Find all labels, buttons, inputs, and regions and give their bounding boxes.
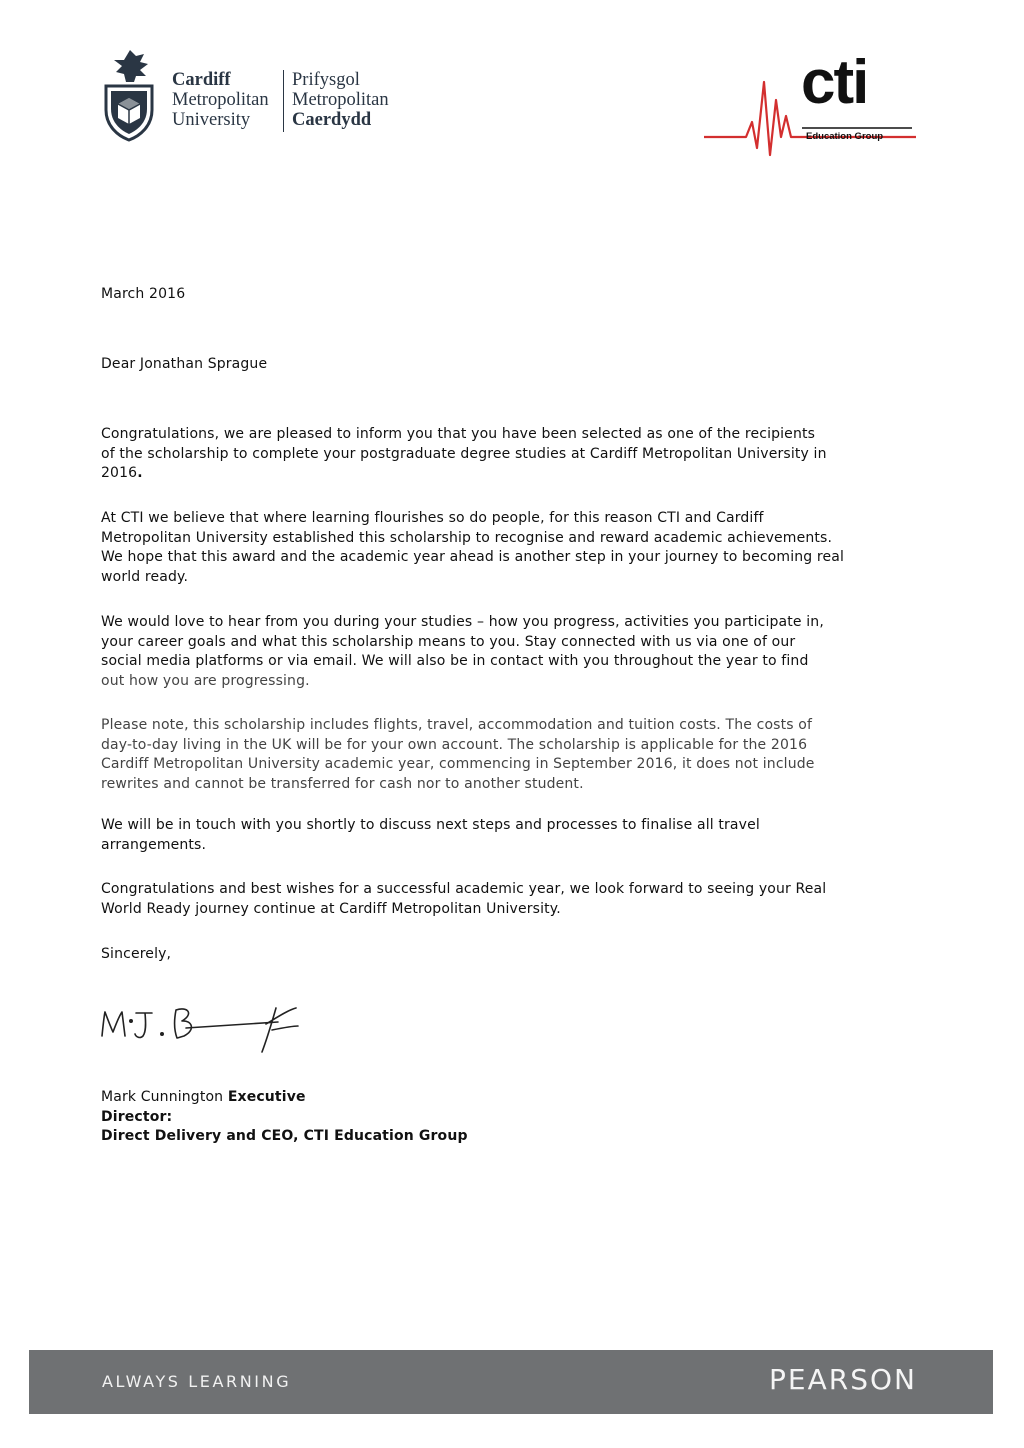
cti-wordmark: cti bbox=[801, 48, 868, 117]
paragraph-about-cti bbox=[101, 509, 921, 587]
cti-subtitle: Education Group bbox=[806, 131, 884, 142]
signatory-block bbox=[101, 1088, 921, 1147]
text-line: social media platforms or via email. We will also be in contact with you throughout the year to find bbox=[101, 653, 809, 669]
signatory-name: Mark Cunnington bbox=[101, 1089, 224, 1105]
text-line: Metropolitan University established this scholarship to recognise and reward academic achievements. bbox=[101, 529, 833, 546]
signatory-title: Director: bbox=[101, 1108, 173, 1125]
text-line: We would love to hear from you during your studies – how you progress, activities you participate in, bbox=[101, 614, 824, 630]
cardiff-met-logo bbox=[100, 48, 410, 144]
text-line: We will be in touch with you shortly to discuss next steps and processes to finalise all travel bbox=[101, 817, 760, 833]
text-line: rewrites and cannot be transferred for cash nor to another student. bbox=[101, 775, 584, 792]
text-line: Congratulations and best wishes for a successful academic year, we look forward to seeing your Real bbox=[101, 881, 827, 897]
logo-line: Caerdydd bbox=[292, 110, 372, 130]
cti-logo bbox=[702, 48, 918, 160]
logo-line: Metropolitan bbox=[292, 90, 389, 110]
logo-line: University bbox=[172, 110, 251, 130]
signatory-line bbox=[101, 1088, 921, 1108]
text-line: We hope that this award and the academic year ahead is another step in your journey to becoming real bbox=[101, 549, 845, 565]
cardiff-logo-welsh bbox=[292, 70, 389, 130]
logo-line: Prifysgol bbox=[292, 70, 360, 90]
paragraph-stay-connected bbox=[101, 613, 921, 691]
text-line: of the scholarship to complete your postgraduate degree studies at Cardiff Metropolitan University in bbox=[101, 445, 827, 462]
text-line: your career goals and what this scholarship means to you. Stay connected with us via one of our bbox=[101, 633, 796, 650]
paragraph-best-wishes bbox=[101, 880, 921, 919]
paragraph-scholarship-terms bbox=[101, 716, 921, 794]
pearson-logo: PEARSON bbox=[769, 1363, 917, 1396]
logo-line: Metropolitan bbox=[172, 90, 269, 110]
crest-icon bbox=[100, 48, 158, 142]
logo-line: Cardiff bbox=[172, 70, 231, 90]
text-line bbox=[101, 464, 921, 484]
cardiff-logo-english bbox=[172, 70, 269, 130]
text-line: out how you are progressing. bbox=[101, 672, 310, 689]
text-line: Please note, this scholarship includes flights, travel, accommodation and tuition costs. The costs of bbox=[101, 717, 813, 733]
footer-tagline: ALWAYS LEARNING bbox=[102, 1372, 292, 1391]
paragraph-congratulations bbox=[101, 425, 921, 484]
period: . bbox=[137, 465, 143, 481]
text-line: arrangements. bbox=[101, 836, 207, 853]
signatory-title: Executive bbox=[227, 1089, 306, 1105]
signatory-title: Direct Delivery and CEO, CTI Education Group bbox=[101, 1128, 468, 1144]
paragraph-next-steps bbox=[101, 816, 921, 855]
letter-date: March 2016 bbox=[101, 286, 186, 302]
year-text: 2016 bbox=[101, 465, 138, 481]
salutation: Dear Jonathan Sprague bbox=[101, 356, 268, 372]
logo-divider bbox=[283, 70, 284, 132]
closing: Sincerely, bbox=[101, 946, 172, 962]
footer-banner bbox=[29, 1350, 993, 1414]
text-line: day-to-day living in the UK will be for your own account. The scholarship is applicable for the 2016 bbox=[101, 736, 808, 753]
text-line: World Ready journey continue at Cardiff Metropolitan University. bbox=[101, 900, 561, 917]
signature-image bbox=[96, 996, 306, 1060]
text-line: Cardiff Metropolitan University academic year, commencing in September 2016, it does not include bbox=[101, 756, 815, 772]
text-line: Congratulations, we are pleased to inform you that you have been selected as one of the recipients bbox=[101, 426, 816, 442]
text-line: At CTI we believe that where learning flourishes so do people, for this reason CTI and Cardiff bbox=[101, 510, 764, 526]
text-line: world ready. bbox=[101, 568, 189, 585]
